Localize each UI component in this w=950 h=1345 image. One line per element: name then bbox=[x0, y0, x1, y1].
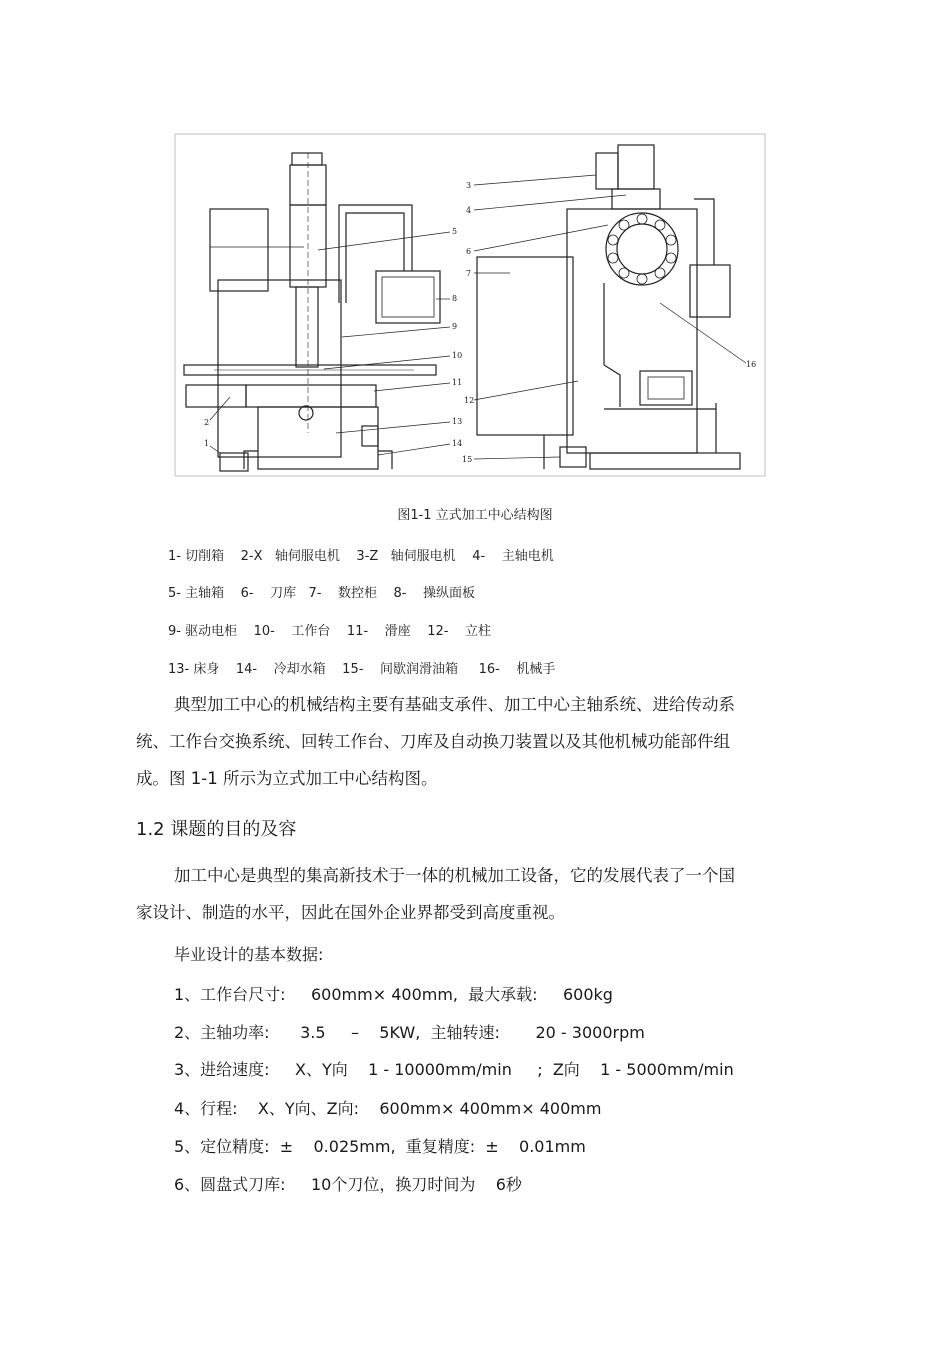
section-heading: 1.2 课题的目的及容 bbox=[136, 819, 297, 840]
legend-line: 1- 切削箱 2-X 轴伺服电机 3-Z 轴伺服电机 4- 主轴电机 bbox=[168, 549, 554, 564]
paragraph-structure bbox=[136, 686, 788, 797]
figure-label-16: 16 bbox=[746, 360, 757, 369]
structure-drawing bbox=[174, 133, 766, 478]
figure-label-15: 15 bbox=[462, 455, 473, 464]
machining-center-diagram bbox=[174, 133, 766, 478]
data-title: 毕业设计的基本数据: bbox=[174, 945, 324, 964]
figure-label-5: 5 bbox=[452, 227, 458, 236]
legend-line: 9- 驱动电柜 10- 工作台 11- 滑座 12- 立柱 bbox=[168, 624, 491, 639]
figure-label-6: 6 bbox=[466, 247, 472, 256]
figure-label-4: 4 bbox=[466, 206, 472, 215]
paragraph-line: 加工中心是典型的集高新技术于一体的机械加工设备，它的发展代表了一个国 bbox=[174, 866, 735, 885]
figure-label-10: 10 bbox=[452, 351, 463, 360]
paragraph-line: 典型加工中心的机械结构主要有基础支承件、加工中心主轴系统、进给传动系 bbox=[174, 695, 735, 714]
figure-label-7: 7 bbox=[466, 269, 472, 278]
figure-label-3: 3 bbox=[466, 181, 472, 190]
paragraph-line: 成。图 1-1 所示为立式加工中心结构图。 bbox=[136, 769, 438, 788]
figure-label-8: 8 bbox=[452, 294, 458, 303]
paragraph-line: 统、工作台交换系统、回转工作台、刀库及自动换刀装置以及其他机械功能部件组 bbox=[136, 732, 730, 751]
legend-line: 5- 主轴箱 6- 刀库 7- 数控柜 8- 操纵面板 bbox=[168, 586, 476, 601]
legend-line: 13- 床身 14- 冷却水箱 15- 间歇润滑油箱 16- 机械手 bbox=[168, 662, 556, 677]
data-item: 6、圆盘式刀库: 10个刀位，换刀时间为 6秒 bbox=[174, 1175, 522, 1194]
paragraph-purpose bbox=[136, 857, 788, 931]
data-item: 5、定位精度: ± 0.025mm, 重复精度: ± 0.01mm bbox=[174, 1137, 586, 1156]
data-item: 1、工作台尺寸: 600mm× 400mm, 最大承载: 600kg bbox=[174, 985, 613, 1004]
data-item: 3、进给速度: X、Y向 1 - 10000mm/min ; Z向 1 - 5000mm/min bbox=[174, 1060, 734, 1079]
data-item: 2、主轴功率: 3.5 – 5KW, 主轴转速: 20 - 3000rpm bbox=[174, 1023, 645, 1042]
figure-label-12: 12 bbox=[464, 396, 475, 405]
paragraph-line: 家设计、制造的水平，因此在国外企业界都受到高度重视。 bbox=[136, 903, 565, 922]
figure-label-2: 2 bbox=[204, 418, 210, 427]
data-item: 4、行程: X、Y向、Z向: 600mm× 400mm× 400mm bbox=[174, 1099, 602, 1118]
figure-label-13: 13 bbox=[452, 417, 463, 426]
figure-label-1: 1 bbox=[204, 439, 210, 448]
figure-label-9: 9 bbox=[452, 322, 458, 331]
figure-label-11: 11 bbox=[452, 378, 463, 387]
figure-caption: 图1-1 立式加工中心结构图 bbox=[397, 508, 553, 523]
figure-label-14: 14 bbox=[452, 439, 463, 448]
